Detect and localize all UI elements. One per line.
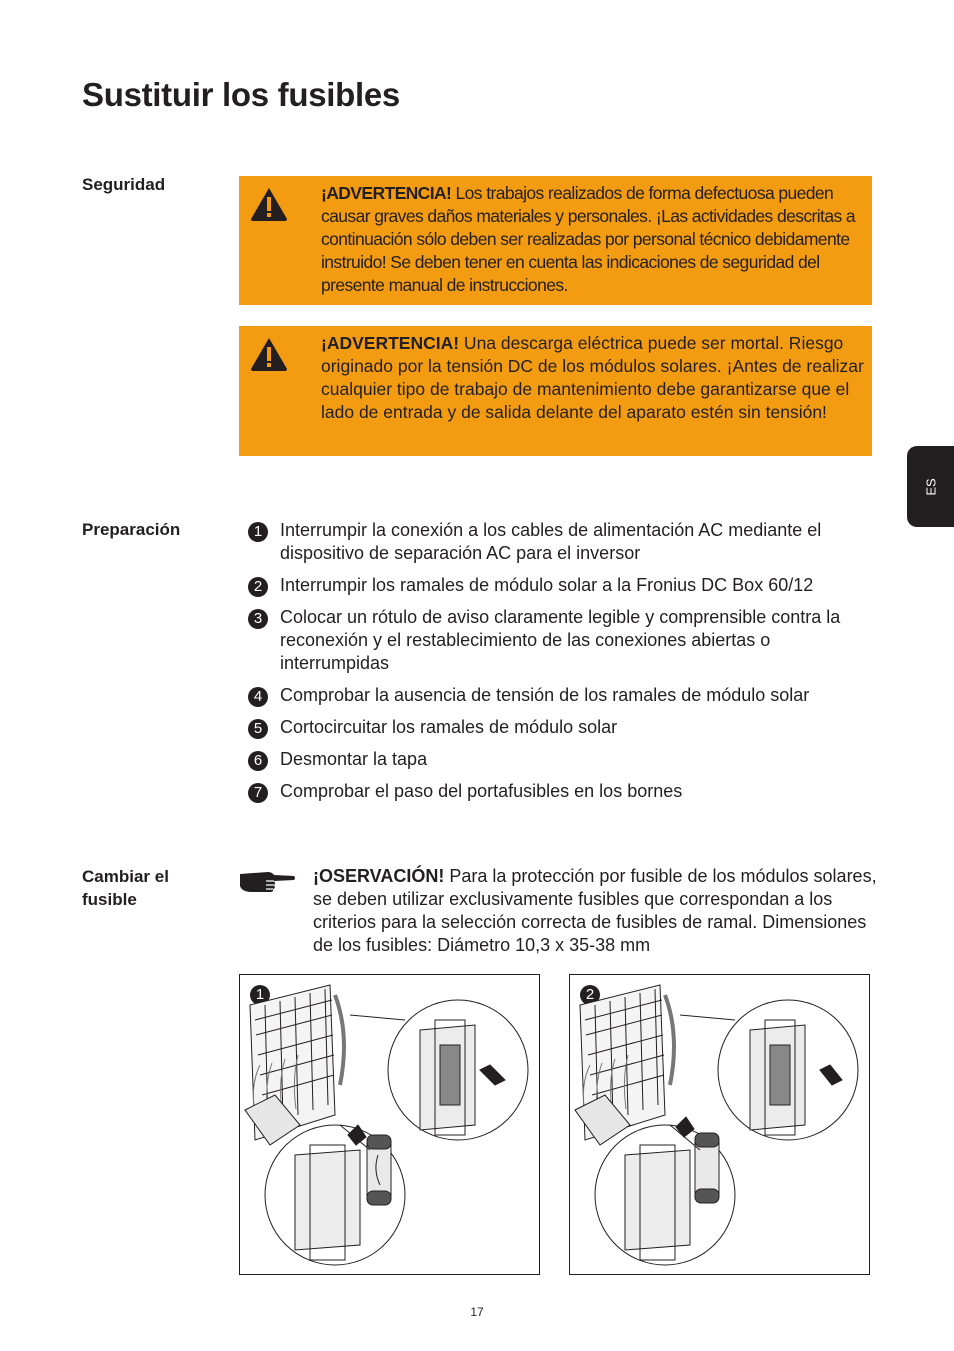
preparation-steps — [248, 519, 878, 812]
list-item — [248, 716, 878, 739]
step-number: 2 — [248, 577, 268, 597]
step-text: Interrumpir la conexión a los cables de alimentación AC mediante el dispositivo de separación AC para el inversor — [280, 520, 822, 563]
language-tab — [907, 446, 954, 527]
note-prefix: ¡OSERVACIÓN! — [313, 866, 445, 886]
step-number: 7 — [248, 783, 268, 803]
list-item — [248, 780, 878, 803]
figure-number: 2 — [580, 985, 600, 1005]
note-text — [313, 865, 878, 957]
list-item — [248, 684, 878, 707]
note-body: Para la protección por fusible de los módulos solares, se deben utilizar exclusivamente fusibles que correspondan a los criterios para la selección correcta de fusibles de ramal. Dimensiones de los fusibles: Diámetro 10,3 x 35-38 mm — [313, 866, 877, 955]
step-text: Colocar un rótulo de aviso claramente legible y comprensible contra la reconexión y el restablecimiento de las conexiones abiertas o interrumpidas — [280, 607, 841, 673]
warning-box-2 — [239, 326, 872, 456]
step-text: Comprobar el paso del portafusibles en los bornes — [280, 781, 683, 801]
section-label-change-fuse: Cambiar el fusible — [82, 867, 169, 909]
warning-box-1 — [239, 176, 872, 305]
warning-body: Una descarga eléctrica puede ser mortal. Riesgo originado por la tensión DC de los módulos solares. ¡Antes de realizar cualquier tipo de trabajo de mantenimiento debe garantizarse que el lado de entrada y de salida delante del aparato estén sin tensión! — [321, 333, 864, 422]
step-text: Desmontar la tapa — [280, 749, 428, 769]
fuse-insertion-illustration — [570, 975, 870, 1275]
warning-triangle-icon — [249, 186, 289, 222]
step-text: Cortocircuitar los ramales de módulo solar — [280, 717, 618, 737]
pointing-hand-icon — [238, 868, 296, 894]
step-text: Comprobar la ausencia de tensión de los ramales de módulo solar — [280, 685, 810, 705]
figure-number: 1 — [250, 985, 270, 1005]
figure-2 — [569, 974, 870, 1275]
language-tab-label: ES — [923, 477, 938, 496]
section-label-preparation: Preparación — [82, 520, 181, 539]
page-title: Sustituir los fusibles — [82, 76, 400, 113]
step-number: 4 — [248, 687, 268, 707]
warning-prefix: ¡ADVERTENCIA! — [321, 333, 460, 353]
warning-text-1 — [321, 182, 864, 297]
warning-body: Los trabajos realizados de forma defectuosa pueden causar graves daños materiales y personales. ¡Las actividades descritas a continuación sólo deben ser realizadas por personal técnico debidamente instruido! Se deben tener en cuenta las indicaciones de seguridad del presente manual de instrucciones. — [321, 183, 855, 295]
page-number: 17 — [470, 1305, 484, 1319]
step-number: 3 — [248, 609, 268, 629]
list-item — [248, 574, 878, 597]
list-item — [248, 519, 878, 565]
step-number: 6 — [248, 751, 268, 771]
warning-triangle-icon — [249, 336, 289, 372]
step-text: Interrumpir los ramales de módulo solar a la Fronius DC Box 60/12 — [280, 575, 814, 595]
warning-text-2 — [321, 332, 864, 424]
fuse-removal-illustration — [240, 975, 540, 1275]
section-label-safety: Seguridad — [82, 175, 166, 194]
list-item — [248, 606, 878, 675]
list-item — [248, 748, 878, 771]
step-number: 5 — [248, 719, 268, 739]
warning-prefix: ¡ADVERTENCIA! — [321, 183, 452, 203]
figure-1 — [239, 974, 540, 1275]
step-number: 1 — [248, 522, 268, 542]
